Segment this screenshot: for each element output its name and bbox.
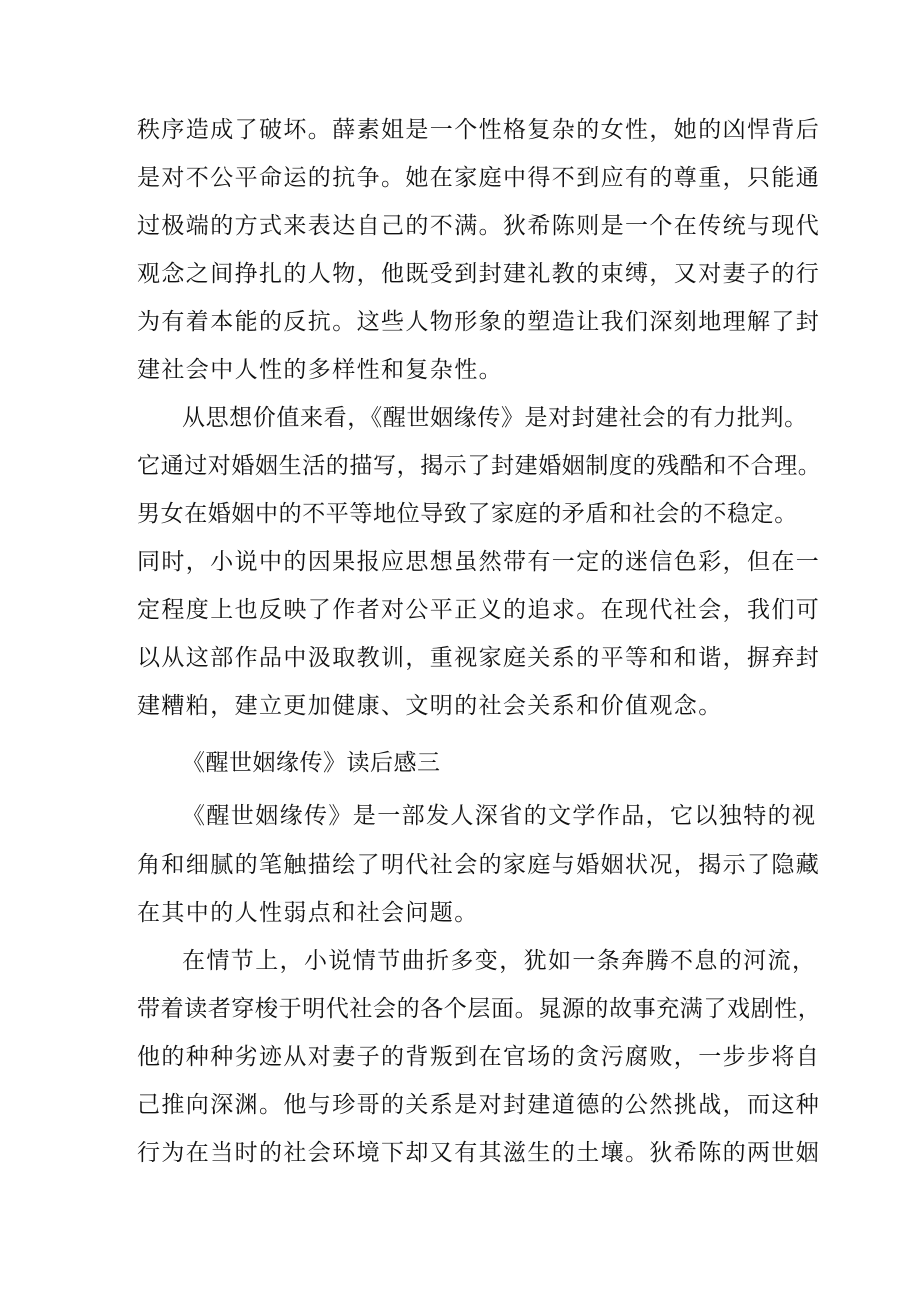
text-line: 男女在婚姻中的不平等地位导致了家庭的矛盾和社会的不稳定。 — [137, 501, 798, 527]
text-line: 在情节上，小说情节曲折多变，犹如一条奔腾不息的河流， — [182, 948, 817, 974]
text-line: 过极端的方式来表达自己的不满。狄希陈则是一个在传统与现代 — [137, 213, 821, 239]
text-line: 以从这部作品中汲取教训，重视家庭关系的平等和和谐，摒弃封 — [137, 645, 821, 671]
text-line: 是对不公平命运的抗争。她在家庭中得不到应有的尊重，只能通 — [137, 165, 821, 191]
text-line: 建社会中人性的多样性和复杂性。 — [137, 357, 503, 383]
text-line: 建糟粕，建立更加健康、文明的社会关系和价值观念。 — [137, 693, 723, 719]
text-line: 为有着本能的反抗。这些人物形象的塑造让我们深刻地理解了封 — [137, 309, 821, 335]
text-line: 他的种种劣迹从对妻子的背叛到在官场的贪污腐败，一步步将自 — [137, 1044, 821, 1070]
text-line: 观念之间挣扎的人物，他既受到封建礼教的束缚，又对妻子的行 — [137, 261, 821, 287]
section-title: 《醒世姻缘传》读后感三 — [182, 750, 441, 776]
text-line: 它通过对婚姻生活的描写，揭示了封建婚姻制度的残酷和不合理。 — [137, 453, 822, 479]
text-line: 行为在当时的社会环境下却又有其滋生的土壤。狄希陈的两世姻 — [137, 1140, 821, 1166]
text-line: 从思想价值来看，《醒世姻缘传》是对封建社会的有力批判。 — [182, 405, 808, 431]
text-line: 角和细腻的笔触描绘了明代社会的家庭与婚姻状况，揭示了隐藏 — [137, 852, 821, 878]
text-line: 在其中的人性弱点和社会问题。 — [137, 900, 479, 926]
text-line: 秩序造成了破坏。薛素姐是一个性格复杂的女性，她的凶悍背后 — [137, 117, 821, 143]
text-line: 己推向深渊。他与珍哥的关系是对封建道德的公然挑战，而这种 — [137, 1092, 821, 1118]
text-line: 定程度上也反映了作者对公平正义的追求。在现代社会，我们可 — [137, 597, 821, 623]
text-line: 带着读者穿梭于明代社会的各个层面。晁源的故事充满了戏剧性， — [137, 996, 822, 1022]
text-line: 《醒世姻缘传》是一部发人深省的文学作品，它以独特的视 — [182, 803, 817, 829]
text-line: 同时，小说中的因果报应思想虽然带有一定的迷信色彩，但在一 — [137, 549, 821, 575]
